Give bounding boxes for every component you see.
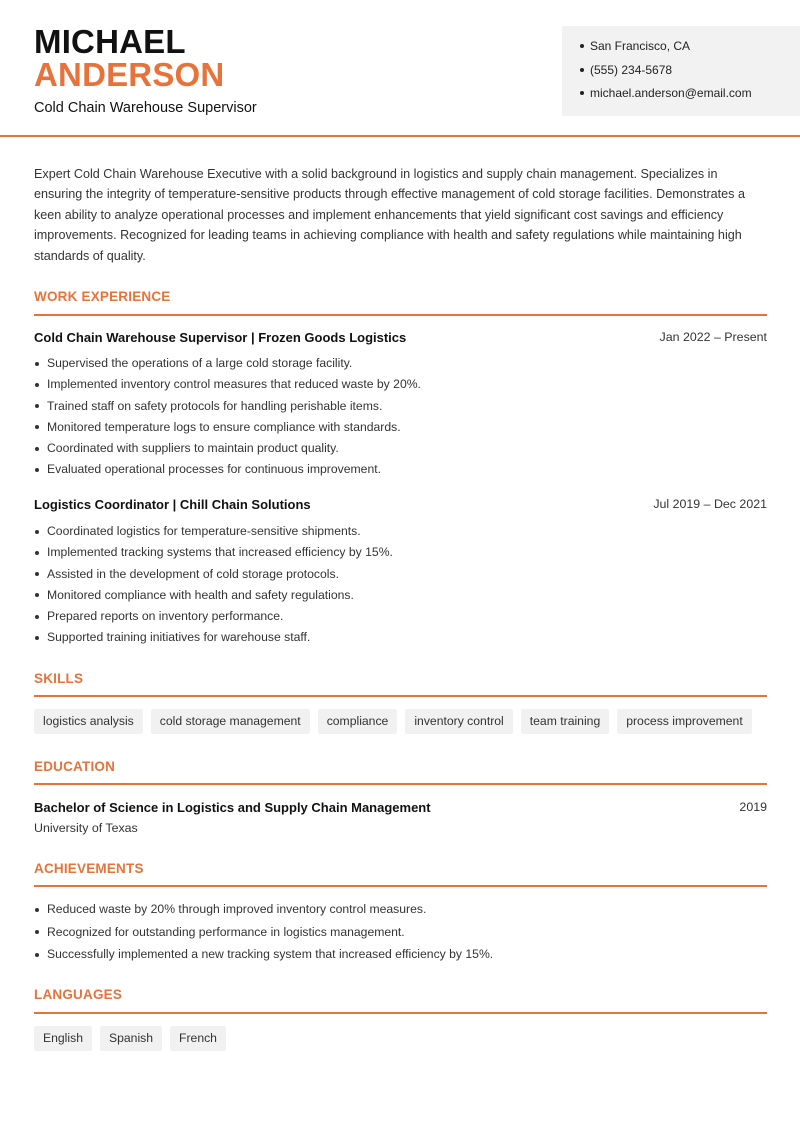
job-bullets [34,524,767,652]
job-role: Cold Chain Warehouse Supervisor | Frozen Goods Logistics [34,330,407,345]
job-bullets [34,356,767,484]
education-school: University of Texas [34,821,138,835]
language-tag: Spanish [100,1026,162,1051]
list-item: Assisted in the development of cold storage protocols. [34,567,767,588]
first-name: MICHAEL [34,23,186,60]
list-item: Supported training initiatives for warehouse staff. [34,630,767,651]
list-item: Implemented inventory control measures that reduced waste by 20%. [34,377,767,398]
list-item: Successfully implemented a new tracking system that increased efficiency by 15%. [34,947,767,970]
education-year: 2019 [739,800,767,814]
skill-tag: logistics analysis [34,709,143,734]
last-name: ANDERSON [34,56,225,93]
list-item: Supervised the operations of a large cold storage facility. [34,356,767,377]
section-divider [34,1012,767,1014]
skill-tag: compliance [318,709,398,734]
skills-list [34,709,752,734]
resume-header [0,0,800,137]
achievements-list [34,902,767,970]
section-title-skills: SKILLS [34,671,84,686]
list-item: Coordinated logistics for temperature-sensitive shipments. [34,524,767,545]
list-item: Recognized for outstanding performance in logistics management. [34,925,767,948]
contact-location: San Francisco, CA [580,38,800,62]
section-title-work: WORK EXPERIENCE [34,289,171,304]
contact-box [562,26,800,116]
job-header [34,497,767,512]
section-divider [34,885,767,887]
contact-email: michael.anderson@email.com [580,85,800,109]
education-degree: Bachelor of Science in Logistics and Supply Chain Management [34,800,431,815]
contact-phone: (555) 234-5678 [580,62,800,86]
education-header [34,800,767,815]
skill-tag: process improvement [617,709,752,734]
language-tag: French [170,1026,226,1051]
list-item: Prepared reports on inventory performance. [34,609,767,630]
list-item: Trained staff on safety protocols for handling perishable items. [34,399,767,420]
list-item: Implemented tracking systems that increased efficiency by 15%. [34,545,767,566]
section-divider [34,783,767,785]
section-divider [34,314,767,316]
summary-paragraph: Expert Cold Chain Warehouse Executive with a solid background in logistics and supply chain management. Specializes in ensuring the integrity of temperature-sensitive products through effective management of cold storage facilities. Demonstrates a keen ability to analyze operational processes and implement enhancements that yield significant cost savings and efficiency improvements. Recognized for leading teams in achieving compliance with health and safety regulations while maintaining high standards of quality. [34,167,745,263]
languages-list [34,1026,226,1051]
job-title: Cold Chain Warehouse Supervisor [34,100,257,116]
job-role: Logistics Coordinator | Chill Chain Solutions [34,497,311,512]
job-dates: Jan 2022 – Present [659,330,767,344]
skill-tag: team training [521,709,609,734]
list-item: Evaluated operational processes for continuous improvement. [34,462,767,483]
list-item: Monitored compliance with health and safety regulations. [34,588,767,609]
job-header [34,330,767,345]
section-title-education: EDUCATION [34,759,116,774]
language-tag: English [34,1026,92,1051]
list-item: Reduced waste by 20% through improved inventory control measures. [34,902,767,925]
list-item: Monitored temperature logs to ensure compliance with standards. [34,420,767,441]
list-item: Coordinated with suppliers to maintain product quality. [34,441,767,462]
section-title-achievements: ACHIEVEMENTS [34,861,144,876]
skill-tag: inventory control [405,709,512,734]
job-dates: Jul 2019 – Dec 2021 [653,497,767,511]
section-title-languages: LANGUAGES [34,987,123,1002]
section-divider [34,695,767,697]
skill-tag: cold storage management [151,709,310,734]
